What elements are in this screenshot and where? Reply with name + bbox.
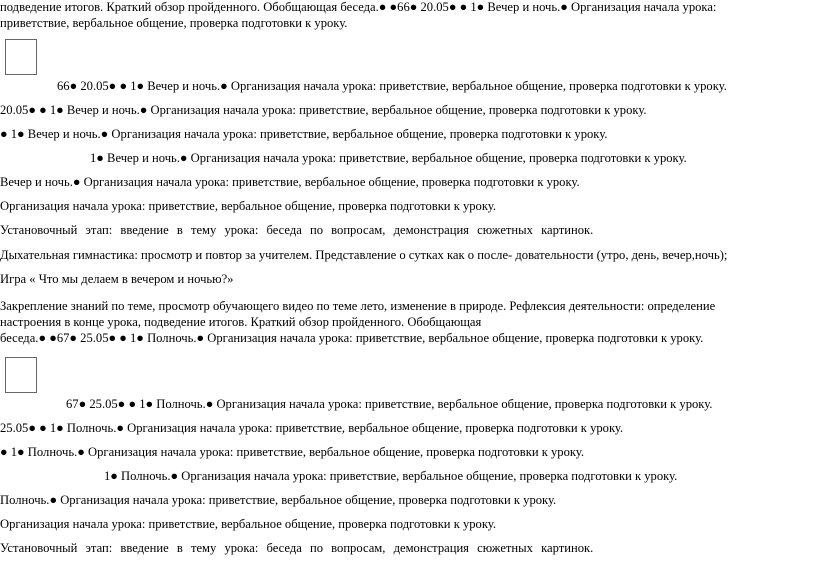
text-line: 1● Вечер и ночь.● Организация начала урока: приветствие, вербальное общение, проверка подготовки к уроку. <box>90 151 687 165</box>
text-line: приветствие, вербальное общение, проверка подготовки к уроку. <box>0 16 348 30</box>
text-line: Организация начала урока: приветствие, вербальное общение, проверка подготовки к уроку. <box>0 199 496 213</box>
image-placeholder <box>5 357 37 393</box>
text-line: Дыхательная гимнастика: просмотр и повтор за учителем. Представление о сутках как о после- довательности (утро, день, вечер,ночь); <box>0 248 728 262</box>
text-line: Полночь.● Организация начала урока: приветствие, вербальное общение, проверка подготовки к уроку. <box>0 493 557 507</box>
text-line: 25.05● ● 1● Полночь.● Организация начала урока: приветствие, вербальное общение, проверка подготовки к уроку. <box>0 421 624 435</box>
text-line: беседа.● ●67● 25.05● ● 1● Полночь.● Организация начала урока: приветствие, вербальное общение, проверка подготовки к уроку. <box>0 331 704 345</box>
text-line: подведение итогов. Краткий обзор пройденного. Обобщающая беседа.● ●66● 20.05● ● 1● Вечер и ночь.● Организация начала урока: <box>0 0 717 14</box>
text-line: Закрепление знаний по теме, просмотр обучающего видео по теме лето, изменение в природе. Рефлексия деятельности: определение <box>0 299 716 313</box>
text-line: настроения в конце урока, подведение итогов. Краткий обзор пройденного. Обобщающая <box>0 315 482 329</box>
text-line: 20.05● ● 1● Вечер и ночь.● Организация начала урока: приветствие, вербальное общение, проверка подготовки к уроку. <box>0 103 647 117</box>
text-line: Установочный этап: введение в тему урока: беседа по вопросам, демонстрация сюжетных картинок. <box>0 541 594 555</box>
image-placeholder <box>5 39 37 75</box>
text-line: ● 1● Вечер и ночь.● Организация начала урока: приветствие, вербальное общение, проверка подготовки к уроку. <box>0 127 608 141</box>
text-line: Вечер и ночь.● Организация начала урока: приветствие, вербальное общение, проверка подготовки к уроку. <box>0 175 580 189</box>
text-line: 66● 20.05● ● 1● Вечер и ночь.● Организация начала урока: приветствие, вербальное общение, проверка подготовки к уроку. <box>57 79 727 93</box>
text-line: Установочный этап: введение в тему урока: беседа по вопросам, демонстрация сюжетных картинок. <box>0 223 594 237</box>
text-line: ● 1● Полночь.● Организация начала урока: приветствие, вербальное общение, проверка подготовки к уроку. <box>0 445 584 459</box>
text-line: Игра « Что мы делаем в вечером и ночью?» <box>0 272 234 286</box>
text-line: Организация начала урока: приветствие, вербальное общение, проверка подготовки к уроку. <box>0 517 496 531</box>
text-line: 67● 25.05● ● 1● Полночь.● Организация начала урока: приветствие, вербальное общение, проверка подготовки к уроку. <box>66 397 713 411</box>
text-line: 1● Полночь.● Организация начала урока: приветствие, вербальное общение, проверка подготовки к уроку. <box>104 469 678 483</box>
